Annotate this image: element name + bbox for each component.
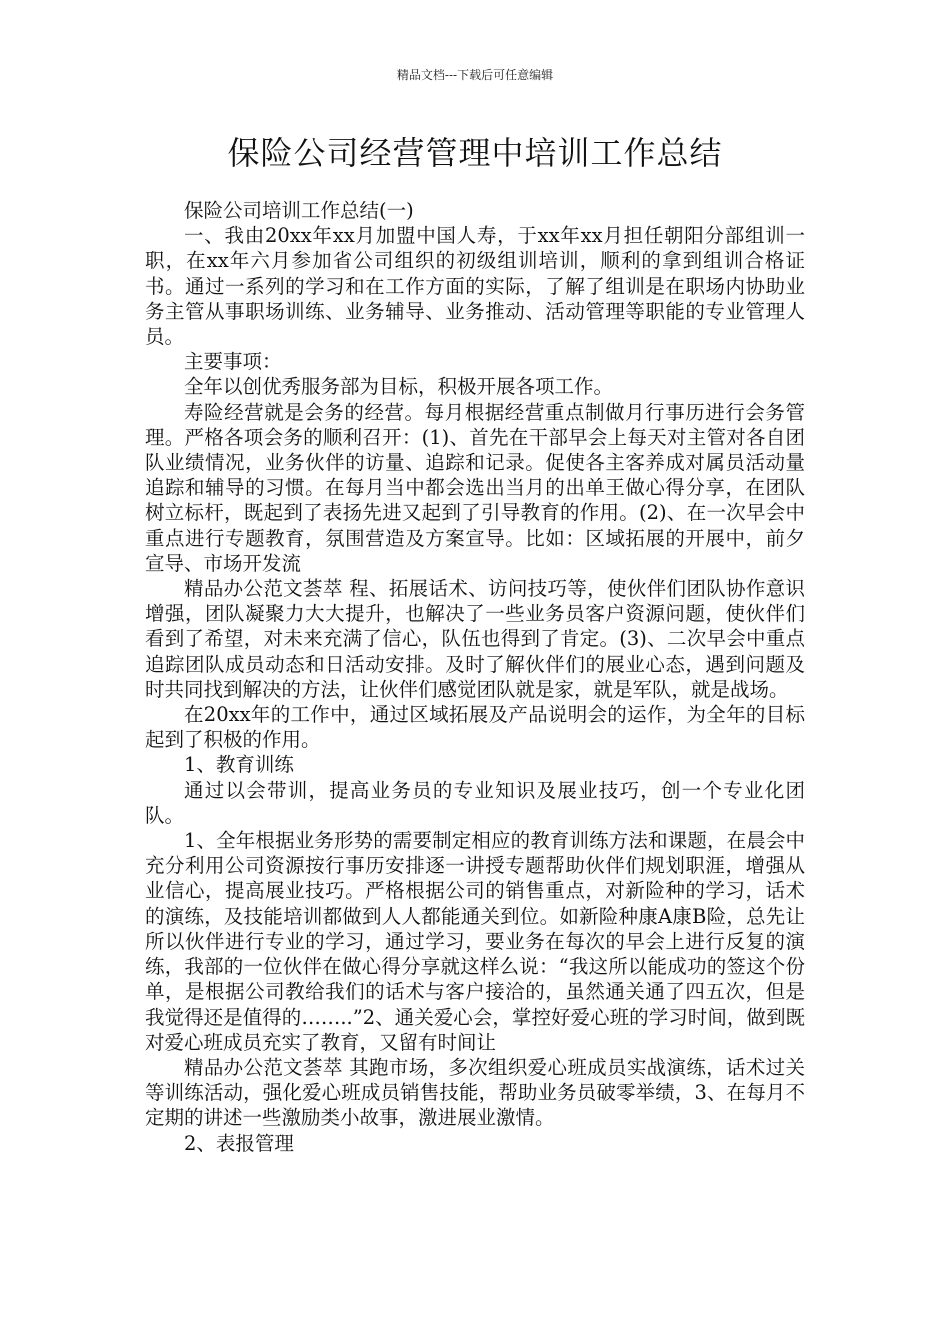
subheading: 1、教育训练 [184,753,294,777]
paragraph: 一、我由20xx年xx月加盟中国人寿，于xx年xx月担任朝阳分部组训一职，在xx年六月参加省公司组织的初级组训培训，顺利的拿到组训合格证书。通过一系列的学习和在工作方面的实际，了解了组训是在职场内协助业务主管从事职场训练、业务辅导、业务推动、活动管理等职能的专业管理人员。 [145,224,805,349]
paragraph: 全年以创优秀服务部为目标，积极开展各项工作。 [184,375,614,399]
header-note: 精品文档---下载后可任意编辑 [396,68,554,82]
document-body [145,198,805,1156]
paragraph: 主要事项： [184,350,282,374]
section-heading: 保险公司培训工作总结(一) [184,199,414,222]
paragraph: 通过以会带训，提高业务员的专业知识及展业技巧，创一个专业化团队。 [145,778,805,827]
paragraph: 1、全年根据业务形势的需要制定相应的教育训练方法和课题，在晨会中充分利用公司资源按行事历安排逐一讲授专题帮助伙伴们规划职涯，增强从业信心，提高展业技巧。严格根据公司的销售重点，对新险种的学习，话术的演练，及技能培训都做到人人都能通关到位。如新险种康A康B险，总先让所以伙伴进行专业的学习，通过学习，要业务在每次的早会上进行反复的演练，我部的一位伙伴在做心得分享就这样么说：“我这所以能成功的签这个份单，是根据公司教给我们的话术与客户接洽的，虽然通关通了四五次，但是我觉得还是值得的……..”2、通关爱心会，掌控好爱心班的学习时间，做到既对爱心班成员充实了教育，又留有时间让 [145,829,805,1054]
paragraph: 精品办公范文荟萃 其跑市场，多次组织爱心班成员实战演练，话术过关等训练活动，强化爱心班成员销售技能，帮助业务员破零举绩，3、在每月不定期的讲述一些激励类小故事，激进展业激情。 [145,1055,805,1130]
subheading: 2、表报管理 [184,1131,294,1155]
document-title: 保险公司经营管理中培训工作总结 [227,134,723,172]
paragraph: 精品办公范文荟萃 程、拓展话术、访问技巧等，使伙伴们团队协作意识增强，团队凝聚力大大提升，也解决了一些业务员客户资源问题，使伙伴们看到了希望，对未来充满了信心，队伍也得到了肯定。(3)、二次早会中重点追踪团队成员动态和日活动安排。及时了解伙伴们的展业心态，遇到问题及时共同找到解决的方法，让伙伴们感觉团队就是家，就是军队，就是战场。 [145,577,805,701]
paragraph: 在20xx年的工作中，通过区域拓展及产品说明会的运作，为全年的目标起到了积极的作用。 [145,703,805,752]
paragraph: 寿险经营就是会务的经营。每月根据经营重点制做月行事历进行会务管理。严格各项会务的顺利召开：(1)、首先在干部早会上每天对主管对各自团队业绩情况，业务伙伴的访量、追踪和记录。促使各主客养成对属员活动量追踪和辅导的习惯。在每月当中都会选出当月的出单王做心得分享，在团队树立标杆，既起到了表扬先进又起到了引导教育的作用。(2)、在一次早会中重点进行专题教育，氛围营造及方案宣导。比如：区域拓展的开展中，前夕宣导、市场开发流 [145,400,805,575]
